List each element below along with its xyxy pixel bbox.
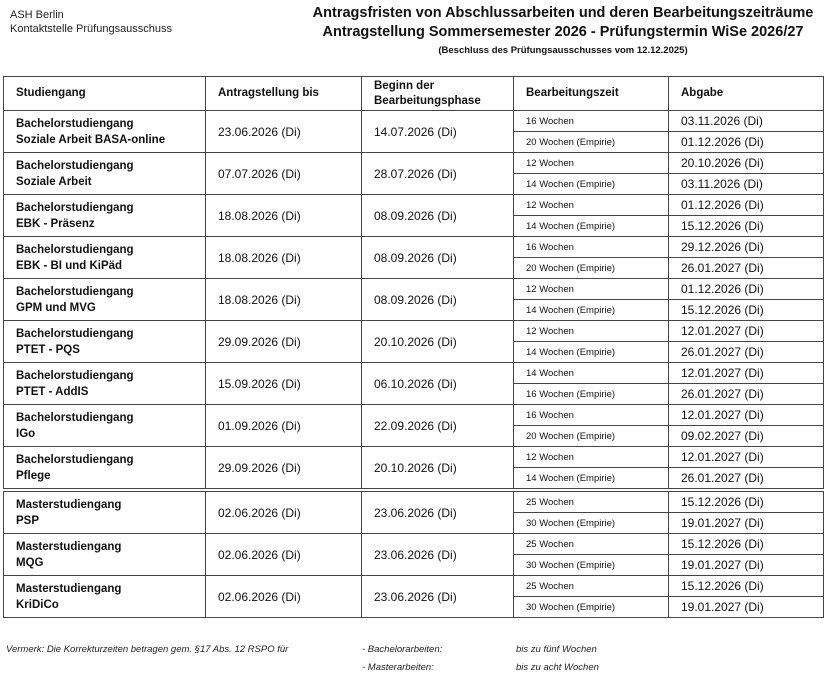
- duration-empirical: 30 Wochen (Empirie): [514, 597, 669, 618]
- submission-date-standard: 29.12.2026 (Di): [669, 237, 824, 258]
- duration-empirical: 30 Wochen (Empirie): [514, 513, 669, 534]
- submission-date-standard: 01.12.2026 (Di): [669, 195, 824, 216]
- program-type: Bachelorstudiengang: [16, 243, 134, 256]
- org-name: ASH Berlin: [10, 9, 64, 21]
- duration-empirical: 16 Wochen (Empirie): [514, 384, 669, 405]
- start-date: 23.06.2026 (Di): [362, 576, 514, 618]
- submission-date-empirical: 26.01.2027 (Di): [669, 342, 824, 363]
- program-name: GPM und MVG: [16, 301, 96, 314]
- duration-empirical: 14 Wochen (Empirie): [514, 300, 669, 321]
- application-deadline: 29.09.2026 (Di): [206, 447, 362, 491]
- program-cell: [4, 534, 206, 576]
- submission-date-empirical: 15.12.2026 (Di): [669, 216, 824, 237]
- duration-empirical: 14 Wochen (Empirie): [514, 468, 669, 491]
- submission-date-empirical: 26.01.2027 (Di): [669, 384, 824, 405]
- program-cell: [4, 363, 206, 405]
- org-department: Kontaktstelle Prüfungsausschuss: [10, 23, 173, 35]
- duration-standard: 12 Wochen: [514, 195, 669, 216]
- submission-date-standard: 12.01.2027 (Di): [669, 447, 824, 468]
- duration-standard: 25 Wochen: [514, 534, 669, 555]
- duration-standard: 12 Wochen: [514, 321, 669, 342]
- bachelor-correction-time: bis zu fünf Wochen: [516, 644, 597, 655]
- submission-date-empirical: 15.12.2026 (Di): [669, 300, 824, 321]
- submission-date-empirical: 19.01.2027 (Di): [669, 597, 824, 618]
- application-deadline: 15.09.2026 (Di): [206, 363, 362, 405]
- duration-empirical: 14 Wochen (Empirie): [514, 342, 669, 363]
- col-header-abgabe: Abgabe: [669, 77, 824, 111]
- program-type: Bachelorstudiengang: [16, 201, 134, 214]
- master-label: - Masterarbeiten:: [362, 662, 434, 673]
- table-row: [4, 237, 824, 258]
- duration-empirical: 20 Wochen (Empirie): [514, 258, 669, 279]
- program-name: Soziale Arbeit BASA-online: [16, 133, 166, 146]
- submission-date-empirical: 19.01.2027 (Di): [669, 513, 824, 534]
- program-cell: [4, 111, 206, 153]
- application-deadline: 18.08.2026 (Di): [206, 279, 362, 321]
- duration-standard: 16 Wochen: [514, 237, 669, 258]
- col-header-beginn: [362, 77, 514, 111]
- organization-header: [10, 8, 172, 36]
- submission-date-standard: 12.01.2027 (Di): [669, 321, 824, 342]
- col-header-bearbeitungszeit: Bearbeitungszeit: [514, 77, 669, 111]
- resolution-note: (Beschluss des Prüfungsausschusses vom 12.12.2025): [438, 45, 688, 56]
- col-header-beginn-line2: Bearbeitungsphase: [374, 94, 481, 107]
- application-deadline: 02.06.2026 (Di): [206, 576, 362, 618]
- program-name: PSP: [16, 514, 40, 527]
- application-deadline: 29.09.2026 (Di): [206, 321, 362, 363]
- submission-date-standard: 15.12.2026 (Di): [669, 576, 824, 597]
- start-date: 20.10.2026 (Di): [362, 447, 514, 491]
- start-date: 22.09.2026 (Di): [362, 405, 514, 447]
- program-type: Bachelorstudiengang: [16, 285, 134, 298]
- footer-note: Vermerk: Die Korrekturzeiten betragen gem. §17 Abs. 12 RSPO für: [6, 644, 289, 655]
- submission-date-empirical: 03.11.2026 (Di): [669, 174, 824, 195]
- submission-date-standard: 15.12.2026 (Di): [669, 490, 824, 513]
- application-deadline: 23.06.2026 (Di): [206, 111, 362, 153]
- program-name: PTET - PQS: [16, 343, 80, 356]
- start-date: 08.09.2026 (Di): [362, 195, 514, 237]
- duration-standard: 16 Wochen: [514, 405, 669, 426]
- duration-standard: 12 Wochen: [514, 279, 669, 300]
- table-row: [4, 405, 824, 426]
- table-row: [4, 534, 824, 555]
- start-date: 08.09.2026 (Di): [362, 237, 514, 279]
- start-date: 28.07.2026 (Di): [362, 153, 514, 195]
- table-row: [4, 576, 824, 597]
- start-date: 20.10.2026 (Di): [362, 321, 514, 363]
- duration-standard: 25 Wochen: [514, 490, 669, 513]
- program-cell: [4, 490, 206, 534]
- duration-empirical: 30 Wochen (Empirie): [514, 555, 669, 576]
- submission-date-standard: 15.12.2026 (Di): [669, 534, 824, 555]
- footer-labels: [362, 641, 442, 677]
- application-deadline: 18.08.2026 (Di): [206, 237, 362, 279]
- duration-standard: 12 Wochen: [514, 447, 669, 468]
- duration-standard: 12 Wochen: [514, 153, 669, 174]
- table-header-row: [4, 77, 824, 111]
- duration-empirical: 20 Wochen (Empirie): [514, 132, 669, 153]
- program-cell: [4, 405, 206, 447]
- program-name: KriDiCo: [16, 598, 59, 611]
- table-row: [4, 111, 824, 132]
- program-type: Masterstudiengang: [16, 498, 122, 511]
- application-deadline: 18.08.2026 (Di): [206, 195, 362, 237]
- program-cell: [4, 321, 206, 363]
- application-deadline: 07.07.2026 (Di): [206, 153, 362, 195]
- start-date: 23.06.2026 (Di): [362, 490, 514, 534]
- program-type: Bachelorstudiengang: [16, 411, 134, 424]
- duration-empirical: 14 Wochen (Empirie): [514, 216, 669, 237]
- duration-standard: 14 Wochen: [514, 363, 669, 384]
- submission-date-empirical: 26.01.2027 (Di): [669, 468, 824, 491]
- duration-standard: 16 Wochen: [514, 111, 669, 132]
- program-type: Masterstudiengang: [16, 540, 122, 553]
- program-cell: [4, 195, 206, 237]
- submission-date-standard: 12.01.2027 (Di): [669, 363, 824, 384]
- submission-date-empirical: 19.01.2027 (Di): [669, 555, 824, 576]
- submission-date-empirical: 09.02.2027 (Di): [669, 426, 824, 447]
- submission-date-standard: 01.12.2026 (Di): [669, 279, 824, 300]
- table-row: [4, 363, 824, 384]
- program-name: MQG: [16, 556, 44, 569]
- program-type: Masterstudiengang: [16, 582, 122, 595]
- program-name: PTET - AddIS: [16, 385, 89, 398]
- table-row: [4, 279, 824, 300]
- application-deadline: 02.06.2026 (Di): [206, 490, 362, 534]
- program-cell: [4, 153, 206, 195]
- submission-date-empirical: 01.12.2026 (Di): [669, 132, 824, 153]
- program-name: EBK - Präsenz: [16, 217, 95, 230]
- document-title: Antragsfristen von Abschlussarbeiten und deren Bearbeitungszeiträume: [312, 5, 814, 21]
- program-type: Bachelorstudiengang: [16, 327, 134, 340]
- program-type: Bachelorstudiengang: [16, 369, 134, 382]
- program-type: Bachelorstudiengang: [16, 159, 134, 172]
- program-name: IGo: [16, 427, 36, 440]
- table-row: [4, 447, 824, 468]
- program-name: Pflege: [16, 469, 51, 482]
- submission-date-standard: 03.11.2026 (Di): [669, 111, 824, 132]
- start-date: 14.07.2026 (Di): [362, 111, 514, 153]
- submission-date-empirical: 26.01.2027 (Di): [669, 258, 824, 279]
- col-header-studiengang: Studiengang: [4, 77, 206, 111]
- duration-empirical: 14 Wochen (Empirie): [514, 174, 669, 195]
- master-correction-time: bis zu acht Wochen: [516, 662, 599, 673]
- submission-date-standard: 20.10.2026 (Di): [669, 153, 824, 174]
- start-date: 06.10.2026 (Di): [362, 363, 514, 405]
- start-date: 23.06.2026 (Di): [362, 534, 514, 576]
- document-subtitle: Antragstellung Sommersemester 2026 - Prüfungstermin WiSe 2026/27: [322, 24, 804, 40]
- application-deadline: 02.06.2026 (Di): [206, 534, 362, 576]
- col-header-antragstellung: Antragstellung bis: [206, 77, 362, 111]
- program-cell: [4, 279, 206, 321]
- application-deadline: 01.09.2026 (Di): [206, 405, 362, 447]
- start-date: 08.09.2026 (Di): [362, 279, 514, 321]
- footer-values: [516, 641, 599, 677]
- program-name: EBK - BI und KiPäd: [16, 259, 123, 272]
- duration-standard: 25 Wochen: [514, 576, 669, 597]
- table-row: [4, 321, 824, 342]
- duration-empirical: 20 Wochen (Empirie): [514, 426, 669, 447]
- document-title-block: [300, 4, 826, 58]
- program-name: Soziale Arbeit: [16, 175, 92, 188]
- program-type: Bachelorstudiengang: [16, 453, 134, 466]
- table-row: [4, 195, 824, 216]
- program-cell: [4, 447, 206, 491]
- bachelor-label: - Bachelorarbeiten:: [362, 644, 443, 655]
- submission-date-standard: 12.01.2027 (Di): [669, 405, 824, 426]
- table-row: [4, 490, 824, 513]
- program-cell: [4, 237, 206, 279]
- deadlines-table: [3, 76, 824, 618]
- program-cell: [4, 576, 206, 618]
- program-type: Bachelorstudiengang: [16, 117, 134, 130]
- table-row: [4, 153, 824, 174]
- col-header-beginn-line1: Beginn der: [374, 79, 435, 92]
